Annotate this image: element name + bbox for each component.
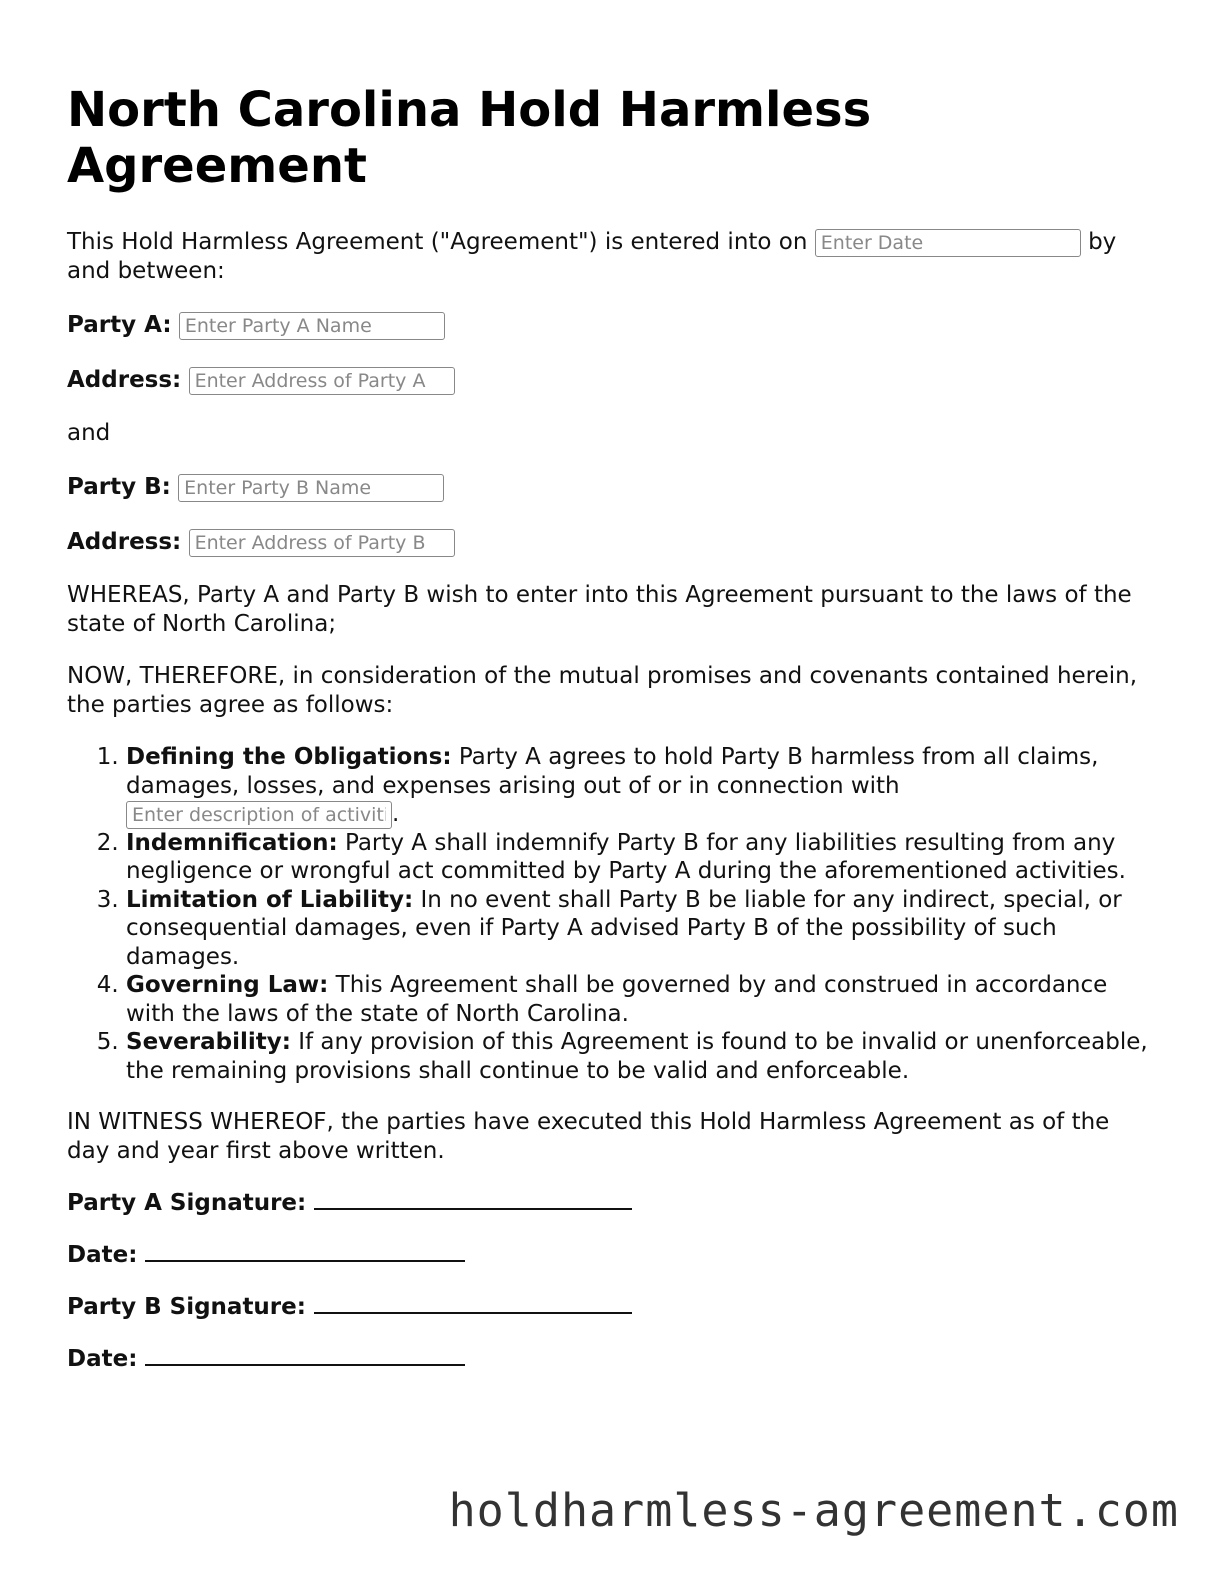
clause-title: Indemnification:: [126, 829, 338, 856]
clause-title: Governing Law:: [126, 972, 329, 998]
clause-text: This Agreement shall be governed by and construed in accordance with the laws of the state of North Carolina.: [126, 972, 1108, 1027]
party-a-name-input[interactable]: [179, 312, 445, 340]
clause-text: Party A agrees to hold Party B harmless from all claims, damages, losses, and expenses arising out of or in connection with: [126, 744, 1099, 799]
page-title: North Carolina Hold Harmless Agreement: [67, 82, 872, 194]
party-a-label: Party A:: [67, 312, 172, 338]
party-b-date-line[interactable]: [145, 1346, 465, 1366]
party-b-date-label: Date:: [67, 1346, 138, 1372]
party-a-date-label: Date:: [67, 1242, 138, 1268]
clause-text: If any provision of this Agreement is found to be invalid or unenforceable, the remaining provisions shall continue to be valid and enforceable.: [126, 1029, 1148, 1084]
party-a-row: [67, 309, 1157, 341]
clause-item: [126, 829, 1157, 886]
and-text: and: [67, 420, 111, 446]
party-b-label: Party B:: [67, 474, 171, 500]
clause-title: Limitation of Liability:: [126, 886, 414, 913]
agreement-date-input[interactable]: [815, 229, 1081, 257]
clause-title: Severability:: [126, 1029, 291, 1055]
party-a-signature-row: [67, 1189, 1157, 1218]
clause-item: [126, 971, 1157, 1028]
party-b-signature-line[interactable]: [314, 1294, 632, 1314]
party-a-date-row: [67, 1241, 1157, 1270]
clause-item: [126, 886, 1157, 972]
clause-suffix: .: [392, 801, 400, 827]
document-body: [67, 82, 1157, 1397]
now-therefore-paragraph: NOW, THEREFORE, in consideration of the mutual promises and covenants contained herein, the parties agree as follows:: [67, 663, 1138, 718]
party-b-date-row: [67, 1345, 1157, 1374]
clause-item: [126, 1028, 1157, 1085]
party-a-address-input[interactable]: [189, 367, 455, 395]
witness-paragraph: IN WITNESS WHEREOF, the parties have executed this Hold Harmless Agreement as of the day and year first above written.: [67, 1109, 1110, 1164]
party-b-name-input[interactable]: [178, 474, 444, 502]
whereas-paragraph: WHEREAS, Party A and Party B wish to enter into this Agreement pursuant to the laws of the state of North Carolina;: [67, 582, 1132, 637]
clause-item: [126, 743, 1157, 829]
intro-paragraph: [67, 228, 1157, 286]
site-watermark: holdharmless-agreement.com: [448, 1484, 1179, 1537]
clause-text: In no event shall Party B be liable for any indirect, special, or consequential damages, even if Party A advised Party B of the possibility of such damages.: [126, 886, 1122, 970]
party-a-signature-label: Party A Signature:: [67, 1190, 307, 1216]
party-a-address-label: Address:: [67, 367, 182, 393]
clause-title: Defining the Obligations:: [126, 744, 452, 770]
clause-text: Party A shall indemnify Party B for any liabilities resulting from any negligence or wrongful act committed by Party A during the aforementioned activities.: [126, 829, 1126, 884]
party-a-signature-line[interactable]: [314, 1190, 632, 1210]
activity-description-input[interactable]: [126, 801, 392, 829]
party-b-row: [67, 471, 1157, 503]
party-b-signature-row: [67, 1293, 1157, 1322]
party-b-address-row: [67, 526, 1157, 558]
party-b-address-label: Address:: [67, 529, 182, 555]
party-a-address-row: [67, 364, 1157, 396]
party-b-address-input[interactable]: [189, 529, 455, 557]
intro-text-before: This Hold Harmless Agreement ("Agreement") is entered into on: [67, 229, 808, 255]
intro-text-after: by and between:: [67, 229, 1117, 284]
party-a-date-line[interactable]: [145, 1242, 465, 1262]
clauses-list: [67, 743, 1157, 1085]
party-b-signature-label: Party B Signature:: [67, 1294, 306, 1320]
